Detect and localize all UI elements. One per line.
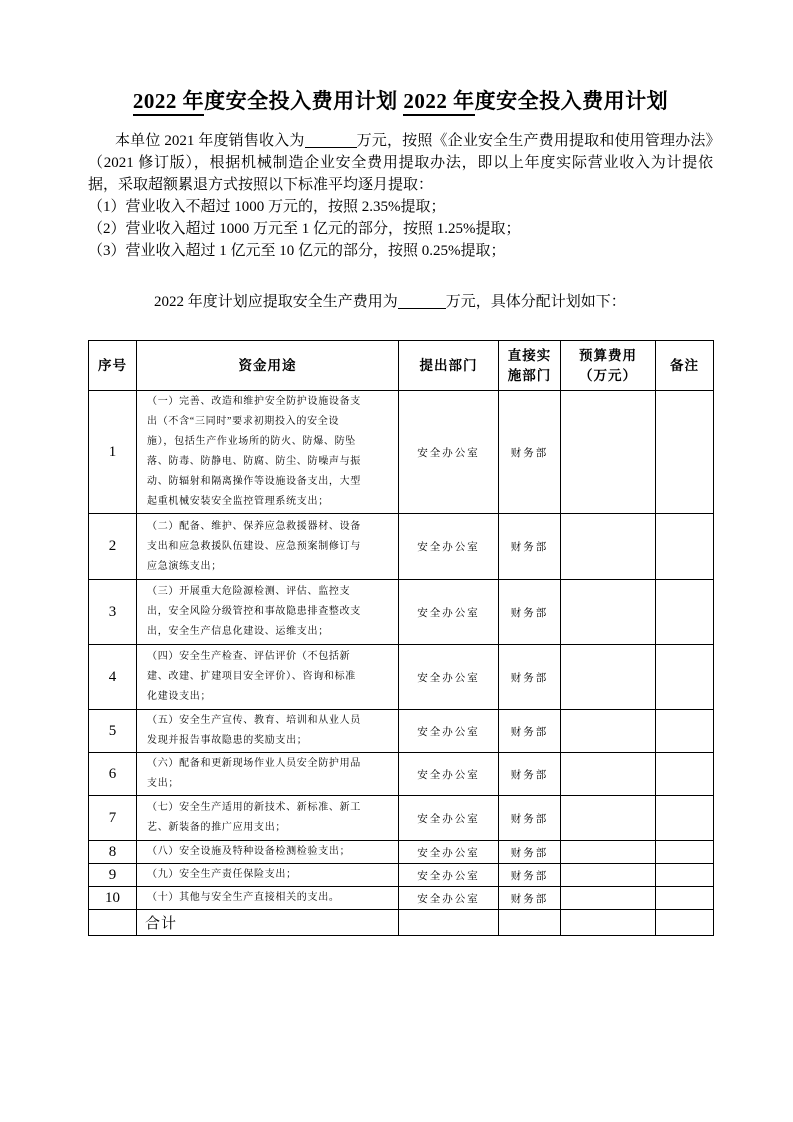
proposing-dept-cell: 安全办公室 [399, 514, 499, 580]
header-budget-cost: 预算费用 （万元） [561, 341, 656, 391]
budget-cell [561, 864, 656, 887]
total-remark-cell [656, 910, 714, 936]
serial-cell: 6 [89, 753, 137, 796]
serial-cell: 1 [89, 391, 137, 514]
tier-item-1: （1）营业收入不超过 1000 万元的，按照 2.35%提取； [88, 199, 446, 215]
remark-cell [656, 710, 714, 753]
table-row [89, 841, 714, 864]
budget-cell [561, 841, 656, 864]
remark-cell [656, 391, 714, 514]
serial-cell: 7 [89, 796, 137, 841]
plan-text-before-blank: 2022 年度计划应提取安全生产费用为 [154, 294, 398, 310]
remark-cell [656, 580, 714, 645]
implementing-dept-cell: 财务部 [499, 753, 561, 796]
total-serial-cell [89, 910, 137, 936]
remark-cell [656, 841, 714, 864]
table-header-row [89, 341, 714, 391]
implementing-dept-cell: 财务部 [499, 514, 561, 580]
purpose-cell: （八）安全设施及特种设备检测检验支出； [137, 841, 399, 864]
serial-cell: 10 [89, 887, 137, 910]
budget-cell [561, 645, 656, 710]
safety-budget-table [88, 340, 714, 936]
purpose-cell: （五）安全生产宣传、教育、培训和从业人员发现并报告事故隐患的奖励支出； [137, 710, 399, 753]
serial-cell: 9 [89, 864, 137, 887]
proposing-dept-cell: 安全办公室 [399, 580, 499, 645]
remark-cell [656, 753, 714, 796]
title-underlined-year-1: 2022 年 [133, 89, 204, 116]
serial-cell: 2 [89, 514, 137, 580]
budget-cell [561, 710, 656, 753]
tier-item-3: （3）营业收入超过 1 亿元至 10 亿元的部分，按照 0.25%提取； [88, 243, 506, 259]
table-row [89, 645, 714, 710]
table-row [89, 710, 714, 753]
remark-cell [656, 796, 714, 841]
serial-cell: 5 [89, 710, 137, 753]
budget-cell [561, 887, 656, 910]
sales-revenue-blank [305, 135, 357, 148]
serial-cell: 8 [89, 841, 137, 864]
planned-fee-blank [398, 296, 446, 309]
purpose-cell: （九）安全生产责任保险支出； [137, 864, 399, 887]
table-row [89, 864, 714, 887]
purpose-cell: （七）安全生产适用的新技术、新标准、新工艺、新装备的推广应用支出； [137, 796, 399, 841]
proposing-dept-cell: 安全办公室 [399, 887, 499, 910]
proposing-dept-cell: 安全办公室 [399, 753, 499, 796]
budget-cell [561, 580, 656, 645]
header-fund-purpose: 资金用途 [137, 341, 399, 391]
purpose-cell: （六）配备和更新现场作业人员安全防护用品支出； [137, 753, 399, 796]
remark-cell [656, 887, 714, 910]
table-row [89, 887, 714, 910]
title-underlined-year-2: 2022 年 [403, 89, 474, 116]
proposing-dept-cell: 安全办公室 [399, 864, 499, 887]
header-remarks: 备注 [656, 341, 714, 391]
table-row [89, 753, 714, 796]
intro-text-after-blank: 万元，按照《企业安全生产费用提取和使用管理办法》（2021 修订版），根据机械制造企业安全费用提取办法，即以上年度实际营业收入为计提依据，采取超额累退方式按照以下标准平均逐月提取： [88, 133, 713, 193]
budget-cell [561, 514, 656, 580]
implementing-dept-cell: 财务部 [499, 645, 561, 710]
header-serial-number: 序号 [89, 341, 137, 391]
tier-item-2: （2）营业收入超过 1000 万元至 1 亿元的部分，按照 1.25%提取； [88, 221, 521, 237]
purpose-cell: （十）其他与安全生产直接相关的支出。 [137, 887, 399, 910]
table-row [89, 796, 714, 841]
intro-paragraph [88, 130, 713, 196]
implementing-dept-cell: 财务部 [499, 710, 561, 753]
total-implementing-cell [499, 910, 561, 936]
implementing-dept-cell: 财务部 [499, 796, 561, 841]
implementing-dept-cell: 财务部 [499, 864, 561, 887]
proposing-dept-cell: 安全办公室 [399, 391, 499, 514]
table-row [89, 580, 714, 645]
implementing-dept-cell: 财务部 [499, 580, 561, 645]
budget-cell [561, 391, 656, 514]
purpose-cell: （二）配备、维护、保养应急救援器材、设备支出和应急救援队伍建设、应急预案制修订与应急演练支出； [137, 514, 399, 580]
implementing-dept-cell: 财务部 [499, 391, 561, 514]
total-budget-cell [561, 910, 656, 936]
serial-cell: 3 [89, 580, 137, 645]
title-text-2: 度安全投入费用计划 [474, 89, 669, 113]
purpose-cell: （四）安全生产检查、评估评价（不包括新建、改建、扩建项目安全评价）、咨询和标准化建设支出； [137, 645, 399, 710]
budget-cell [561, 796, 656, 841]
implementing-dept-cell: 财务部 [499, 887, 561, 910]
budget-cell [561, 753, 656, 796]
remark-cell [656, 645, 714, 710]
header-implementing-dept: 直接实 施部门 [499, 341, 561, 391]
table-row [89, 391, 714, 514]
purpose-cell: （一）完善、改造和维护安全防护设施设备支出（不含“三同时”要求初期投入的安全设施），包括生产作业场所的防火、防爆、防坠落、防毒、防静电、防腐、防尘、防噪声与振动、防辐射和隔离操作等设施设备支出，大型起重机械安装安全监控管理系统支出； [137, 391, 399, 514]
proposing-dept-cell: 安全办公室 [399, 645, 499, 710]
proposing-dept-cell: 安全办公室 [399, 796, 499, 841]
implementing-dept-cell: 财务部 [499, 841, 561, 864]
plan-text-after-blank: 万元，具体分配计划如下： [445, 294, 626, 310]
title-text-1: 度安全投入费用计划 [204, 89, 404, 113]
proposing-dept-cell: 安全办公室 [399, 710, 499, 753]
plan-summary-line [88, 291, 713, 313]
table-row [89, 514, 714, 580]
remark-cell [656, 864, 714, 887]
document-title [88, 86, 713, 116]
intro-text-before-blank: 本单位 2021 年度销售收入为 [115, 133, 305, 149]
extraction-tier-list [88, 196, 713, 262]
header-proposing-dept: 提出部门 [399, 341, 499, 391]
proposing-dept-cell: 安全办公室 [399, 841, 499, 864]
serial-cell: 4 [89, 645, 137, 710]
total-proposing-cell [399, 910, 499, 936]
total-row [89, 910, 714, 936]
remark-cell [656, 514, 714, 580]
purpose-cell: （三）开展重大危险源检测、评估、监控支出，安全风险分级管控和事故隐患排查整改支出，安全生产信息化建设、运维支出； [137, 580, 399, 645]
total-label-cell: 合计 [137, 910, 399, 936]
